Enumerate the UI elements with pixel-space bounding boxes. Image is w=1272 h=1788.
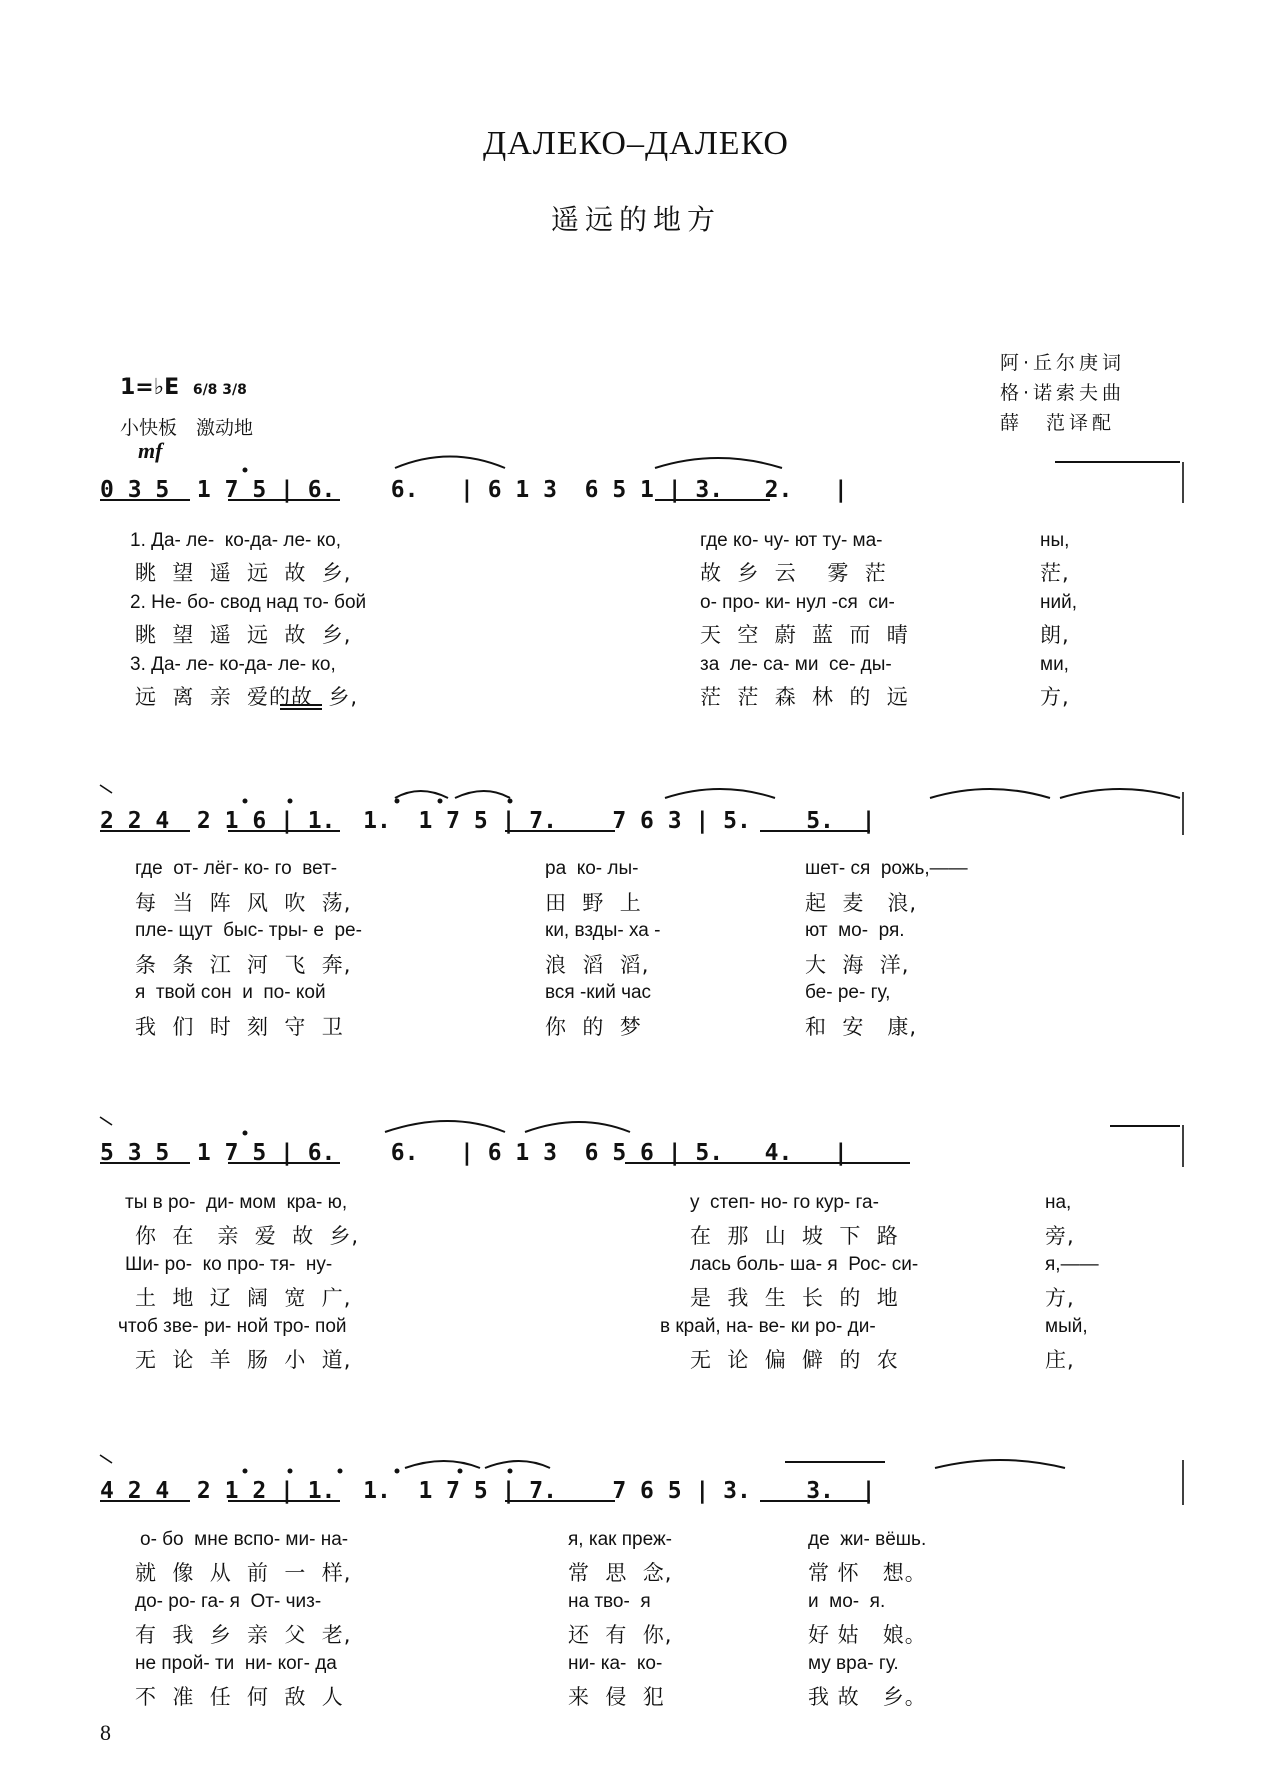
lyric-line: 有 我 乡 亲 父 老, bbox=[135, 1623, 352, 1647]
lyric-line: 茫 茫 森 林 的 远 bbox=[700, 685, 909, 709]
lyric-line: 眺 望 遥 远 故 乡, bbox=[135, 561, 352, 585]
lyric-line: 常 怀 想。 bbox=[808, 1561, 927, 1585]
lyric-line: 我 们 时 刻 守 卫 bbox=[135, 1015, 344, 1039]
lyric-line: за ле- са- ми се- ды- bbox=[700, 654, 892, 675]
lyric-line: на тво- я bbox=[568, 1591, 651, 1612]
lyric-line: бе- ре- гу, bbox=[805, 982, 891, 1003]
lyric-line: я твой сон и по- кой bbox=[135, 982, 326, 1003]
time-signature: 6/8 3/8 bbox=[192, 382, 247, 398]
lyric-line: 常 思 念, bbox=[568, 1561, 673, 1585]
title-russian: ДАЛЕКО–ДАЛЕКО bbox=[483, 125, 789, 162]
lyric-line: 朗, bbox=[1040, 623, 1070, 647]
lyric-line: у степ- но- го кур- га- bbox=[690, 1192, 879, 1213]
title-chinese: 遥远的地方 bbox=[550, 203, 721, 236]
lyric-line: мый, bbox=[1045, 1316, 1088, 1337]
lyric-line: 庄, bbox=[1045, 1348, 1075, 1372]
lyric-line: не прой- ти ни- ког- да bbox=[135, 1653, 337, 1674]
lyric-line: о- бо мне вспо- ми- на- bbox=[140, 1529, 349, 1550]
lyric-line: 无 论 羊 肠 小 道, bbox=[135, 1348, 352, 1372]
lyric-line: 3. Да- ле- ко-да- ле- ко, bbox=[130, 654, 336, 675]
lyric-line: ни- ка- ко- bbox=[568, 1653, 663, 1674]
lyric-line: 就 像 从 前 一 样, bbox=[135, 1561, 352, 1585]
lyric-line: 天 空 蔚 蓝 而 晴 bbox=[700, 623, 909, 647]
lyric-line: 浪 滔 滔, bbox=[545, 953, 650, 977]
lyric-line: я, как преж- bbox=[568, 1529, 672, 1550]
lyric-line: ки, взды- ха - bbox=[545, 920, 661, 941]
lyric-line: 和 安 康, bbox=[805, 1015, 918, 1039]
notation-line-1: 0 3 5 1 7 5 | 6. 6. | 6 1 3 6 5 1 | 3. 2. | bbox=[100, 477, 848, 503]
lyric-line: 大 海 洋, bbox=[805, 953, 910, 977]
lyric-line: шет- ся рожь,—— bbox=[805, 858, 968, 879]
lyric-line: 好 姑 娘。 bbox=[808, 1623, 927, 1647]
lyric-line: 远 离 亲 爱的故 乡, bbox=[135, 685, 359, 709]
composer-credit: 格·诺索夫曲 bbox=[1000, 382, 1126, 404]
lyric-line: Ши- ро- ко про- тя- ну- bbox=[125, 1254, 333, 1275]
notation-line-3: 5 3 5 1 7 5 | 6. 6. | 6 1 3 6 5 6 | 5. 4. | bbox=[100, 1140, 848, 1166]
lyric-line: где от- лёг- ко- го вет- bbox=[135, 858, 338, 879]
lyric-line: 土 地 辽 阔 宽 广, bbox=[135, 1286, 352, 1310]
lyric-line: 田 野 上 bbox=[545, 891, 642, 915]
lyric-line: 每 当 阵 风 吹 荡, bbox=[135, 891, 352, 915]
lyric-line: лась боль- ша- я Рос- си- bbox=[690, 1254, 919, 1275]
lyric-line: ны, bbox=[1040, 530, 1070, 551]
lyric-line: вся -кий час bbox=[545, 982, 652, 1003]
lyricist-credit: 阿·丘尔庚词 bbox=[1000, 352, 1126, 374]
lyric-line: на, bbox=[1045, 1192, 1072, 1213]
lyric-line: 你 的 梦 bbox=[545, 1015, 642, 1039]
lyric-line: му вра- гу. bbox=[808, 1653, 899, 1674]
lyric-line: 2. Не- бо- свод над то- бой bbox=[130, 592, 367, 613]
lyric-line: де жи- вёшь. bbox=[808, 1529, 927, 1550]
lyric-line: 起 麦 浪, bbox=[805, 891, 918, 915]
lyric-line: 眺 望 遥 远 故 乡, bbox=[135, 623, 352, 647]
lyric-line: и мо- я. bbox=[808, 1591, 886, 1612]
lyric-line: о- про- ки- нул -ся си- bbox=[700, 592, 895, 613]
notation-line-4: 4 2 4 2 1 2 | 1. 1. 1 7 5 | 7. 7 6 5 | 3. 3. | bbox=[100, 1478, 876, 1504]
lyric-line: 还 有 你, bbox=[568, 1623, 673, 1647]
tempo-marking: 小快板 激动地 bbox=[120, 417, 254, 439]
page-number: 8 bbox=[100, 1720, 111, 1745]
translator-credit: 薛 范译配 bbox=[1000, 412, 1116, 434]
lyric-line: ты в ро- ди- мом кра- ю, bbox=[125, 1192, 348, 1213]
lyric-line: 方, bbox=[1040, 685, 1070, 709]
lyric-line: 旁, bbox=[1045, 1224, 1075, 1248]
lyric-line: 无 论 偏 僻 的 农 bbox=[690, 1348, 899, 1372]
lyric-line: 1. Да- ле- ко-да- ле- ко, bbox=[130, 530, 342, 551]
notation-line-2: 2 2 4 2 1 6 | 1. 1. 1 7 5 | 7. 7 6 3 | 5. 5. | bbox=[100, 808, 876, 834]
lyric-line: 条 条 江 河 飞 奔, bbox=[135, 953, 352, 977]
lyric-line: 在 那 山 坡 下 路 bbox=[690, 1224, 899, 1248]
lyric-line: 我 故 乡。 bbox=[808, 1685, 927, 1709]
lyric-line: чтоб зве- ри- ной тро- пой bbox=[118, 1316, 347, 1337]
lyric-line: 你 在 亲 爱 故 乡, bbox=[135, 1224, 360, 1248]
dynamic-marking: mf bbox=[138, 438, 163, 463]
lyric-line: 茫, bbox=[1040, 561, 1070, 585]
lyric-line: в край, на- ве- ки ро- ди- bbox=[660, 1316, 876, 1337]
key-label: 1=♭E bbox=[120, 375, 180, 400]
lyric-line: ний, bbox=[1040, 592, 1077, 613]
lyric-line: до- ро- га- я От- чиз- bbox=[135, 1591, 322, 1612]
lyric-line: 来 侵 犯 bbox=[568, 1685, 665, 1709]
lyric-line: где ко- чу- ют ту- ма- bbox=[700, 530, 883, 551]
lyric-line: ют мо- ря. bbox=[805, 920, 905, 941]
lyric-line: 方, bbox=[1045, 1286, 1075, 1310]
lyric-line: 故 乡 云 雾 茫 bbox=[700, 561, 887, 585]
lyric-line: я,—— bbox=[1045, 1254, 1099, 1275]
lyric-line: ми, bbox=[1040, 654, 1069, 675]
lyric-line: 是 我 生 长 的 地 bbox=[690, 1286, 899, 1310]
lyric-line: 不 准 任 何 敌 人 bbox=[135, 1685, 344, 1709]
lyric-line: ра ко- лы- bbox=[545, 858, 639, 879]
lyric-line: пле- щут быс- тры- е ре- bbox=[135, 920, 362, 941]
